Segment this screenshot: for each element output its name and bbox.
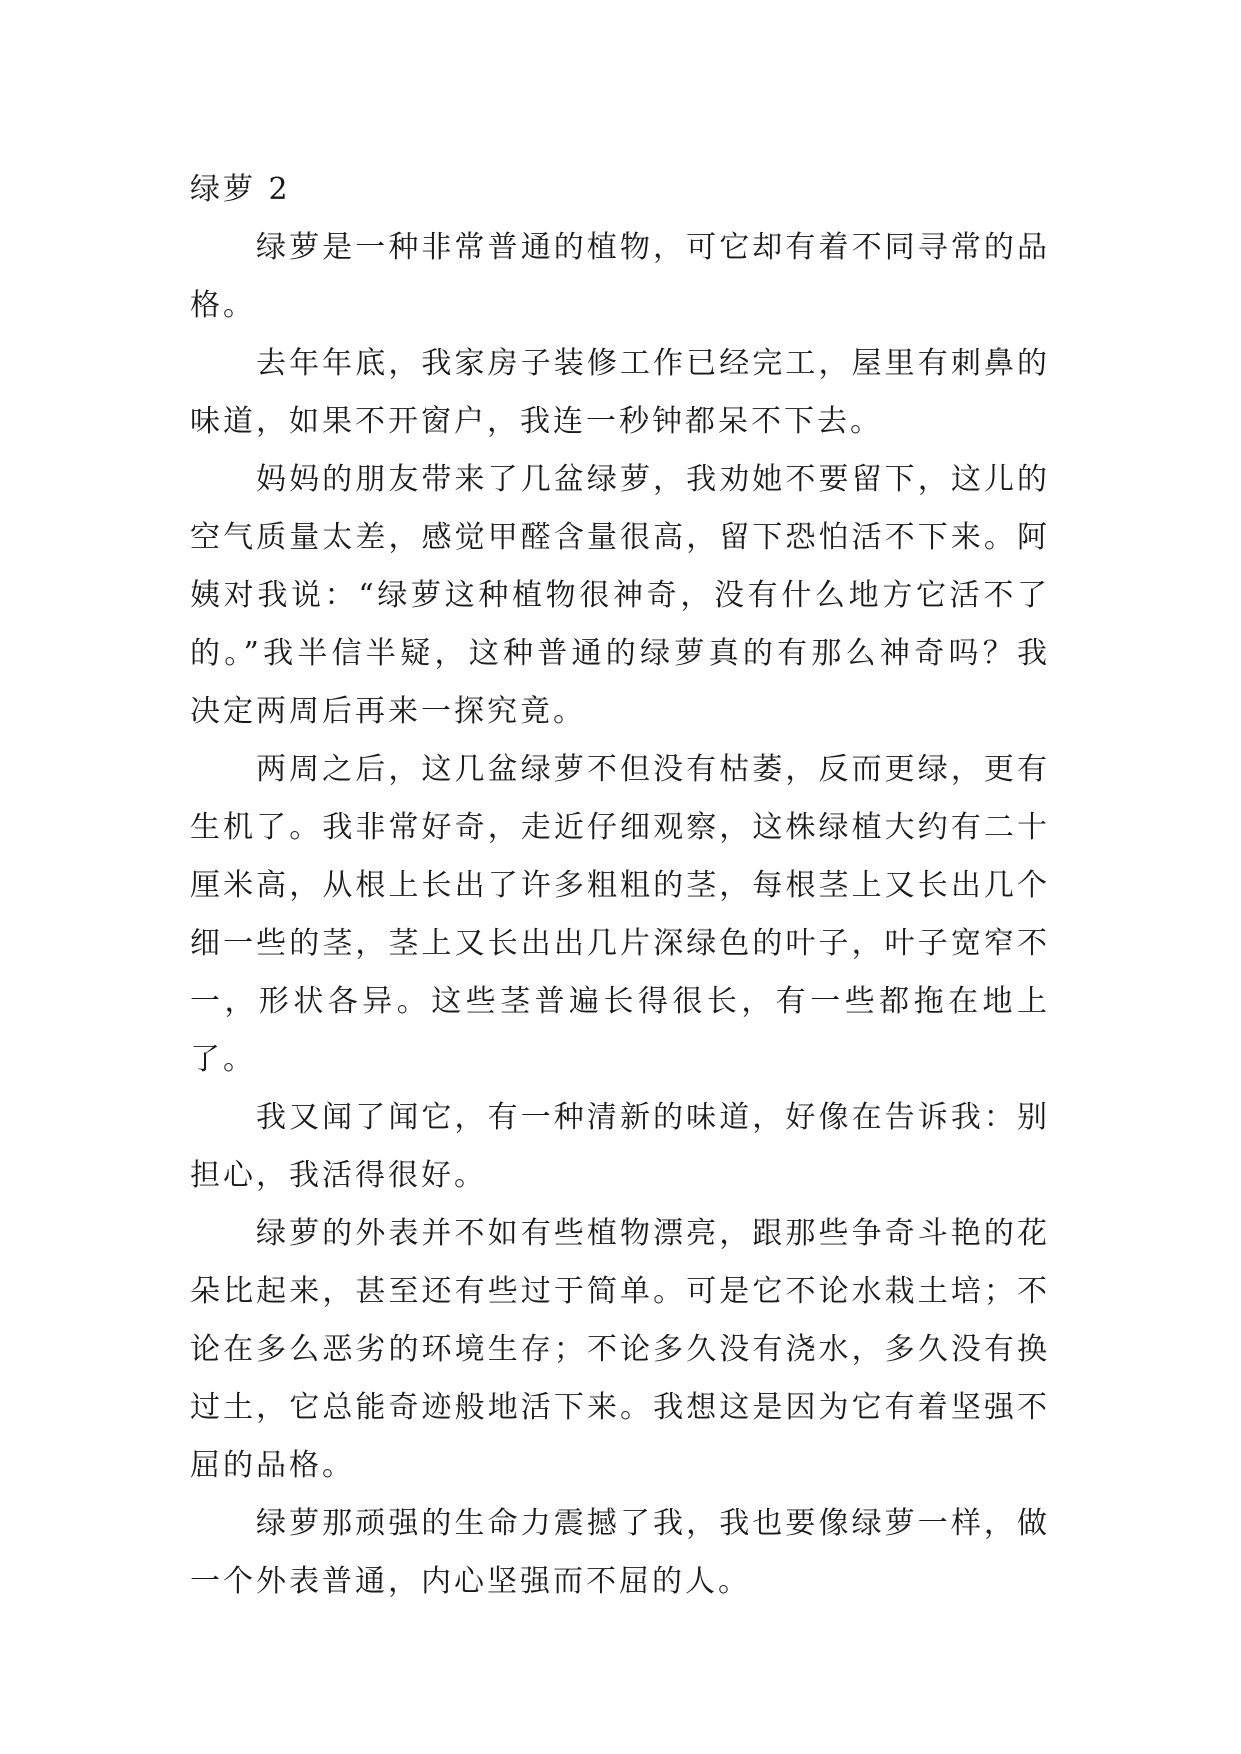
paragraph: 我又闻了闻它，有一种清新的味道，好像在告诉我：别担心，我活得很好。 bbox=[190, 1100, 1050, 1193]
paragraph: 两周之后，这几盆绿萝不但没有枯萎，反而更绿，更有生机了。我非常好奇，走近仔细观察，这株绿植大约有二十厘米高，从根上长出了许多粗粗的茎，每根茎上又长出几个细一些的茎，茎上又长出出几片深绿色的叶子，叶子宽窄不一，形状各异。这些茎普遍长得很长，有一些都拖在地上了。 bbox=[190, 752, 1050, 1077]
paragraph: 去年年底，我家房子装修工作已经完工，屋里有刺鼻的味道，如果不开窗户，我连一秒钟都呆不下去。 bbox=[190, 346, 1050, 439]
document-title: 绿萝 2 bbox=[190, 172, 291, 207]
paragraph: 妈妈的朋友带来了几盆绿萝，我劝她不要留下，这儿的空气质量太差，感觉甲醛含量很高，留下恐怕活不下来。阿姨对我说：“绿萝这种植物很神奇，没有什么地方它活不了的。”我半信半疑，这种普通的绿萝真的有那么神奇吗？我决定两周后再来一探究竟。 bbox=[190, 462, 1050, 729]
document-body bbox=[190, 161, 1050, 1611]
paragraph: 绿萝那顽强的生命力震撼了我，我也要像绿萝一样，做一个外表普通，内心坚强而不屈的人。 bbox=[190, 1506, 1050, 1599]
paragraph: 绿萝的外表并不如有些植物漂亮，跟那些争奇斗艳的花朵比起来，甚至还有些过于简单。可是它不论水栽土培；不论在多么恶劣的环境生存；不论多久没有浇水，多久没有换过土，它总能奇迹般地活下来。我想这是因为它有着坚强不屈的品格。 bbox=[190, 1216, 1050, 1483]
paragraph: 绿萝是一种非常普通的植物，可它却有着不同寻常的品格。 bbox=[190, 230, 1050, 323]
